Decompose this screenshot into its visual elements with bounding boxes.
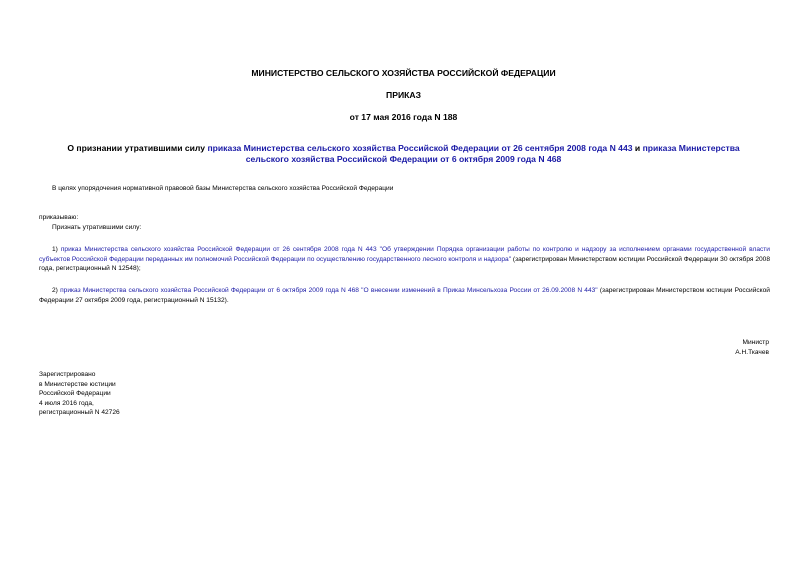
- title-link-order-468[interactable]: приказа Министерства сельского хозяйства Российской Федерации от 6 октября 2009 года N 468: [245, 143, 740, 164]
- signature-block: [735, 338, 769, 358]
- ministry-heading: МИНИСТЕРСТВО СЕЛЬСКОГО ХОЗЯЙСТВА РОССИЙСКОЙ ФЕДЕРАЦИИ: [251, 68, 556, 78]
- signer-position: Министр: [742, 339, 769, 346]
- document-type-heading: ПРИКАЗ: [386, 90, 421, 100]
- item-link-order-468[interactable]: приказ Министерства сельского хозяйства Российской Федерации от 6 октября 2009 года N 468 "О внесении изменений в Приказ Минсельхоза России от 26.09.2008 N 443": [60, 287, 598, 294]
- item-tail: (зарегистрирован Министерством юстиции Российской Федерации 30 октября 2008 года, регистрационный N 12548);: [39, 255, 771, 273]
- registration-line: Зарегистрировано: [39, 371, 96, 378]
- list-item: [39, 286, 770, 305]
- title-conjunction: и: [632, 143, 643, 153]
- registration-line: в Министерстве юстиции: [39, 380, 116, 388]
- order-word: приказываю:: [39, 214, 79, 221]
- declare-paragraph: Признать утратившими силу:: [52, 224, 142, 231]
- registration-date: 4 июля 2016 года,: [39, 399, 94, 407]
- registration-block: [39, 370, 120, 418]
- registration-number: регистрационный N 42726: [39, 409, 120, 417]
- title-prefix: О признании утратившими силу: [67, 143, 208, 153]
- item-number: 1): [52, 246, 61, 253]
- purpose-paragraph: В целях упорядочения нормативной правовой базы Министерства сельского хозяйства Российской Федерации: [52, 185, 394, 192]
- item-tail: (зарегистрирован Министерством юстиции Российской Федерации 27 октября 2009 года, регистрационный N 15132).: [39, 287, 770, 304]
- signer-name: А.Н.Ткачев: [735, 349, 769, 356]
- item-link-order-443[interactable]: приказ Министерства сельского хозяйства Российской Федерации от 26 сентября 2008 года N 443 "Об утверждении Порядка организации работы по контролю и надзору за исполнением органами государственной власти субъектов Российской Федерации переданных им полномочий Российской Федерации по осуществлению государственного лесного контроля и надзора": [39, 246, 770, 263]
- document-title: [50, 143, 757, 165]
- list-item: [39, 245, 770, 274]
- title-link-order-443[interactable]: приказа Министерства сельского хозяйства Российской Федерации от 26 сентября 2008 года N 443: [207, 143, 633, 153]
- document-date-heading: от 17 мая 2016 года N 188: [349, 112, 458, 122]
- item-number: 2): [52, 287, 61, 294]
- registration-line: Российской Федерации: [39, 390, 111, 398]
